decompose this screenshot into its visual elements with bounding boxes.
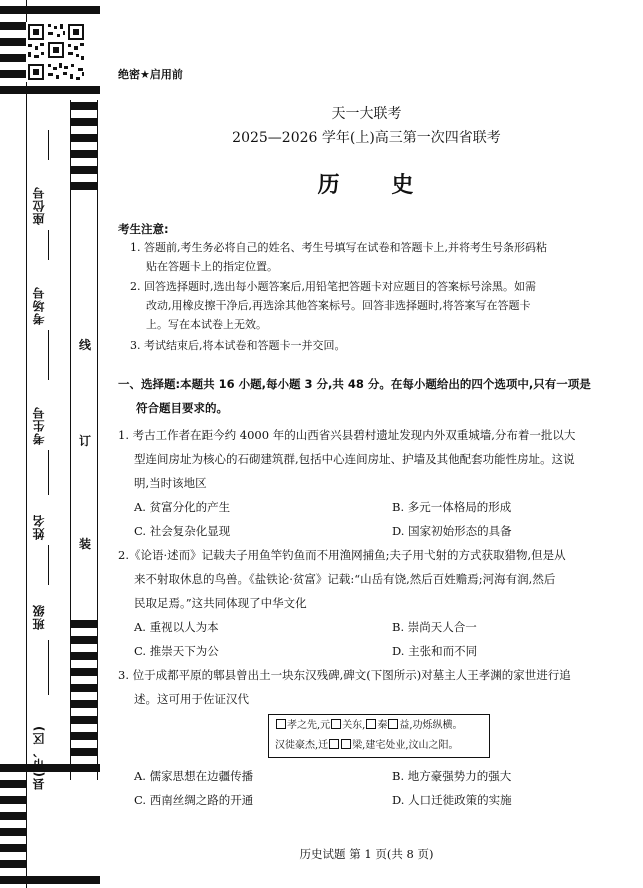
strip-bar (0, 764, 100, 772)
question-stem-line: 2.《论语·述而》记载夫子用鱼竿钓鱼而不用渔网捕鱼;夫子用弋射的方式获取猎物,但是从 (118, 548, 566, 562)
notice-line: 2. 回答选择题时,选出每小题答案后,用铅笔把答题卡对应题目的答案标号涂黑。如需 (130, 280, 536, 293)
name-field[interactable] (48, 450, 49, 495)
question-2 (118, 543, 630, 615)
question-stem-line: 述。这可用于佐证汉代 (134, 692, 249, 706)
option-a[interactable]: A. 贫富分化的产生 (134, 500, 231, 514)
strip-bar (0, 54, 26, 62)
section-heading (118, 372, 628, 420)
strip-bar (0, 812, 26, 820)
inscription-text: 益,功烁纵横。 (399, 720, 463, 731)
strip-bar (0, 796, 26, 804)
option-d[interactable]: D. 国家初始形态的具备 (392, 524, 512, 538)
question-stem-line: 型连间房址为核心的石砌建筑群,包括中心连间房址、护墙及其他配套功能性房址。这说 (134, 452, 575, 466)
option-a[interactable]: A. 儒家思想在边疆传播 (134, 769, 254, 783)
option-c[interactable]: C. 社会复杂化显现 (134, 524, 231, 538)
exam-org: 天一大联考 (331, 106, 402, 122)
county-field[interactable] (48, 640, 49, 695)
strip-bar (0, 828, 26, 836)
option-b[interactable]: B. 崇尚天人合一 (392, 620, 477, 634)
subject-title: 历 史 (317, 173, 436, 198)
name-label: 姓名 (32, 514, 46, 540)
room-number-field[interactable] (48, 230, 49, 260)
strip-bar (0, 70, 26, 78)
notice-item-2 (130, 277, 622, 334)
seat-number-label: 座位号 (32, 186, 46, 225)
option-d[interactable]: D. 主张和而不同 (392, 644, 478, 658)
missing-char-box (388, 719, 398, 729)
missing-char-box (329, 739, 339, 749)
binding-line (70, 100, 71, 780)
strip-bar (70, 700, 98, 708)
notice-item-1 (130, 238, 622, 276)
page-footer: 历史试题 第 1 页(共 8 页) (299, 847, 434, 861)
inscription-text: 秦 (377, 720, 388, 731)
bind-binding-label: 装 (79, 537, 92, 551)
question-stem-line: 3. 位于成都平原的郫县曾出土一块东汉残碑,碑文(下图所示)对墓主人王孝渊的家世进行追 (118, 668, 571, 682)
qr-code (26, 22, 86, 82)
question-1 (118, 423, 630, 495)
candidate-number-field[interactable] (48, 330, 49, 380)
strip-bar (70, 748, 98, 756)
notice-heading: 考生注意: (118, 222, 169, 236)
inscription-text: 梁,建宅处业,汶山之阳。 (352, 740, 459, 751)
question-2-options (134, 615, 624, 665)
question-3-options (134, 764, 624, 814)
strip-bar (0, 876, 100, 884)
notice-line: 1. 答题前,考生务必将自己的姓名、考生号填写在试卷和答题卡上,并将考生号条形码粘 (130, 241, 547, 254)
missing-char-box (341, 739, 351, 749)
inscription-text: 关东, (342, 720, 366, 731)
option-b[interactable]: B. 地方豪强势力的强大 (392, 769, 512, 783)
strip-bar (70, 636, 98, 644)
strip-bar (70, 620, 98, 628)
strip-bar (70, 732, 98, 740)
class-field[interactable] (48, 545, 49, 585)
question-3 (118, 663, 630, 711)
option-c[interactable]: C. 西南丝绸之路的开通 (134, 793, 254, 807)
notice-line: 改动,用橡皮擦干净后,再选涂其他答案标号。回答非选择题时,将答案写在答题卡 (146, 299, 531, 312)
stele-inscription (268, 714, 490, 758)
bind-line-label: 线 (79, 338, 92, 352)
question-1-options (134, 495, 624, 545)
question-stem-line: 1. 考古工作者在距今约 4000 年的山西省兴县碧村遗址发现内外双重城墙,分布着一批以大 (118, 428, 576, 442)
missing-char-box (366, 719, 376, 729)
notice-item-3 (130, 336, 622, 355)
option-b[interactable]: B. 多元一体格局的形成 (392, 500, 512, 514)
question-stem-line: 来不射取休息的鸟兽。《盐铁论·贫富》记载:“山岳有饶,然后百姓赡焉;河海有润,然后 (134, 572, 556, 586)
class-label: 班级 (32, 604, 46, 630)
inscription-row-2 (275, 736, 483, 756)
inscription-text: 汉徙豪杰,迁 (275, 740, 329, 751)
county-label: 县(市、区) (32, 725, 46, 790)
exam-name: 2025—2026 学年(上)高三第一次四省联考 (232, 130, 501, 146)
missing-char-box (331, 719, 341, 729)
question-stem-line: 明,当时该地区 (134, 476, 207, 490)
notice-line: 3. 考试结束后,将本试卷和答题卡一并交回。 (130, 339, 346, 352)
inscription-text: 孝之先,元 (287, 720, 331, 731)
section-heading-line: 符合题目要求的。 (136, 401, 228, 415)
option-a[interactable]: A. 重视以人为本 (134, 620, 219, 634)
strip-bar (70, 652, 98, 660)
room-number-label: 考场号 (32, 286, 46, 325)
strip-bar (0, 38, 26, 46)
inscription-row-1 (275, 716, 483, 736)
strip-bar (70, 684, 98, 692)
candidate-number-label: 考生号 (32, 406, 46, 445)
option-c[interactable]: C. 推崇天下为公 (134, 644, 219, 658)
question-stem-line: 民取足焉。”这共同体现了中华文化 (134, 596, 307, 610)
strip-bar (0, 86, 100, 94)
strip-bar (0, 780, 26, 788)
option-d[interactable]: D. 人口迁徙政策的实施 (392, 793, 512, 807)
strip-bar (70, 668, 98, 676)
strip-bar (0, 6, 100, 14)
binding-line (97, 100, 98, 780)
section-heading-line: 一、选择题:本题共 16 小题,每小题 3 分,共 48 分。在每小题给出的四个选项中,只有一项是 (118, 377, 591, 391)
notice-line: 上。写在本试卷上无效。 (146, 318, 267, 331)
strip-bar (0, 22, 26, 30)
missing-char-box (276, 719, 286, 729)
strip-bar (70, 716, 98, 724)
confidential-label: 绝密★启用前 (118, 68, 183, 81)
notice-line: 贴在答题卡上的指定位置。 (146, 260, 278, 273)
strip-bar (70, 150, 98, 158)
bind-staple-label: 订 (79, 434, 92, 448)
